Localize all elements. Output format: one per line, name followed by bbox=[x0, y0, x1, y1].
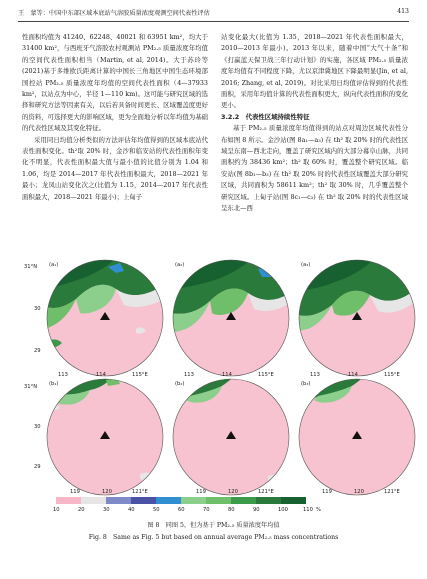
x-tick-top-a1-3: 115°E bbox=[132, 372, 148, 378]
y-tick-top-1: 31°N bbox=[24, 264, 38, 270]
y-tick-bottom-3: 29 bbox=[34, 464, 41, 470]
map-panel-b2 bbox=[172, 378, 290, 496]
y-tick-bottom-2: 30 bbox=[34, 424, 41, 430]
colorbar-segment bbox=[81, 497, 106, 504]
colorbar-tick-label: 30 bbox=[103, 507, 110, 513]
map-panel-a1 bbox=[46, 259, 164, 377]
colorbar bbox=[56, 497, 306, 504]
x-tick-bottom-b1-1: 119 bbox=[70, 489, 80, 495]
x-tick-bottom-b2-2: 120 bbox=[228, 489, 238, 495]
x-tick-bottom-b1-3: 121°E bbox=[132, 489, 148, 495]
y-tick-top-2: 30 bbox=[34, 306, 41, 312]
x-tick-top-a2-1: 113 bbox=[184, 372, 194, 378]
colorbar-segment bbox=[281, 497, 306, 504]
colorbar-segment bbox=[56, 497, 81, 504]
colorbar-tick-label: 20 bbox=[78, 507, 85, 513]
map-panel-b3 bbox=[298, 378, 416, 496]
x-tick-top-a2-2: 114 bbox=[222, 372, 232, 378]
map-panel-a2 bbox=[172, 259, 290, 377]
panel-label-b3: (b₃) bbox=[301, 381, 311, 387]
colorbar-tick-label: 100 bbox=[278, 507, 288, 513]
colorbar-tick-label: 90 bbox=[253, 507, 260, 513]
figure-caption-english: Fig. 8 Same as Fig. 5 but based on annual average PM₂.₅ mass concentrations bbox=[88, 534, 339, 541]
section-heading: 3.2.2 代表性区域持续性特征 bbox=[221, 112, 310, 121]
figure-caption-chinese: 图 8 同图 5，但为基于 PM₂.₅ 质量浓度年均值 bbox=[147, 522, 280, 529]
x-tick-bottom-b3-2: 120 bbox=[354, 489, 364, 495]
colorbar-tick-label: 80 bbox=[228, 507, 235, 513]
running-header bbox=[18, 8, 409, 20]
x-tick-bottom-b2-1: 119 bbox=[196, 489, 206, 495]
right-text-column bbox=[221, 32, 408, 215]
panel-label-a3: (a₃) bbox=[301, 262, 311, 268]
x-tick-bottom-b3-3: 121°E bbox=[384, 489, 400, 495]
panel-label-a1: (a₁) bbox=[49, 262, 59, 268]
left-paragraph-2: 采用同日均值分析类似的方法评估年均值得到的区域本底站代表性面积变化。th²取 20% 时，金沙和临安站的代表性面积年变化不明显，代表性面积最大值与最小值的比值分别为 1.04 和 1.06，均是 2014—2017 年代表性面积最大，2018—2021 年最小；龙凤山站变化次之(比值为 1.15，2014—2017 年代表性面积最大，2018—2021 年最小)；上甸子 bbox=[22, 135, 208, 201]
colorbar-tick-label: 40 bbox=[128, 507, 135, 513]
colorbar-segment bbox=[181, 497, 206, 504]
right-paragraph-2: 基于 PM₂.₅ 质量浓度年均值得到的站点对周边区域代表性分布如图 8 所示。金沙站(图 8a₁—a₃) 在 th² 取 20% 时的代表性区域呈东南—西北走向，覆盖了研究区域内的大部分幕阜山脉，共同面积约为 38436 km²；th² 取 60% 时，覆盖整个研究区域。临安站(图 8b₁—b₃) 在 th² 取 20% 时的代表性区域覆盖大部分研究区域，共同面积为 58611 km²；th² 取 30% 时，几乎覆盖整个研究区域。上甸子站(图 8c₁—c₃) 在 th² 取 20% 时的代表性区域呈东北—西 bbox=[221, 124, 408, 213]
right-paragraph-1: 站变化最大(比值为 1.35，2018—2021 年代表性面积最大，2010—2013 年最小)。2013 年以来，随着中国“大气十条”和《打赢蓝天保卫战三年行动计划》的实施，各区域 PM₂.₅ 质量浓度年均值有不同程度下降，尤以京津冀地区下降最明显(Jin, et al, 2016; Zhang, et al, 2019)。对比采用日均值评估得到的代表性面积，采用年均值计算的代表性面积更大，纵向代表性面积的变化更小。 bbox=[221, 33, 408, 110]
x-tick-bottom-b1-2: 120 bbox=[102, 489, 112, 495]
x-tick-bottom-b3-1: 119 bbox=[322, 489, 332, 495]
left-text-column bbox=[22, 32, 208, 203]
colorbar-segment bbox=[131, 497, 156, 504]
x-tick-top-a1-2: 114 bbox=[96, 372, 106, 378]
x-tick-top-a3-1: 113 bbox=[310, 372, 320, 378]
colorbar-tick-label: 70 bbox=[203, 507, 210, 513]
colorbar-segment bbox=[156, 497, 181, 504]
colorbar-tick-label: 10 bbox=[53, 507, 60, 513]
map-panel-a3 bbox=[298, 259, 416, 377]
x-tick-top-a1-1: 113 bbox=[58, 372, 68, 378]
map-panel-b1 bbox=[46, 378, 164, 496]
colorbar-tick-label: 60 bbox=[178, 507, 185, 513]
colorbar-tick-label: 50 bbox=[153, 507, 160, 513]
panel-label-b1: (b₁) bbox=[49, 381, 59, 387]
left-paragraph-1: 性面积均值为 41240、62248、40021 和 63951 km²，均大于 31400 km²，与西班牙气溶胶农村观测站 PM₂.₅ 质量浓度年均值的空间代表性面积相当（Martin, et al, 2014)。大于苏玲等(2021)基于多维欧氏距离计算的中国长三角地区中国生态环境部国控站 PM₂.₅ 质量浓度年均值的空间代表性面积（4—37933 km²，以站点为中心，半径 1—110 km)。这可能与研究区域的选择和研究方法等因素有关，以后若具备时间更长、区域覆盖度更好的资料，可选择更大的影响区域，更为全面地分析以年均值为基础的代表性区域及其变化特征。 bbox=[22, 33, 208, 133]
y-tick-bottom-1: 31°N bbox=[24, 384, 38, 390]
panel-label-b2: (b₂) bbox=[175, 381, 185, 387]
running-header-title: 王 蒙等：中国中东部区域本底站气溶胶质量浓度观测空间代表性评估 bbox=[18, 10, 210, 17]
x-tick-top-a2-3: 115°E bbox=[258, 372, 274, 378]
colorbar-segment bbox=[256, 497, 281, 504]
x-tick-top-a3-2: 114 bbox=[348, 372, 358, 378]
colorbar-tick-label: % bbox=[316, 507, 321, 513]
header-rule bbox=[18, 21, 409, 22]
colorbar-segment bbox=[106, 497, 131, 504]
panel-label-a2: (a₂) bbox=[175, 262, 185, 268]
x-tick-top-a3-3: 115°E bbox=[384, 372, 400, 378]
x-tick-bottom-b2-3: 121°E bbox=[258, 489, 274, 495]
y-tick-top-3: 29 bbox=[34, 348, 41, 354]
colorbar-segment bbox=[206, 497, 231, 504]
colorbar-segment bbox=[231, 497, 256, 504]
colorbar-tick-label: 110 bbox=[303, 507, 313, 513]
page-number: 413 bbox=[397, 8, 409, 15]
